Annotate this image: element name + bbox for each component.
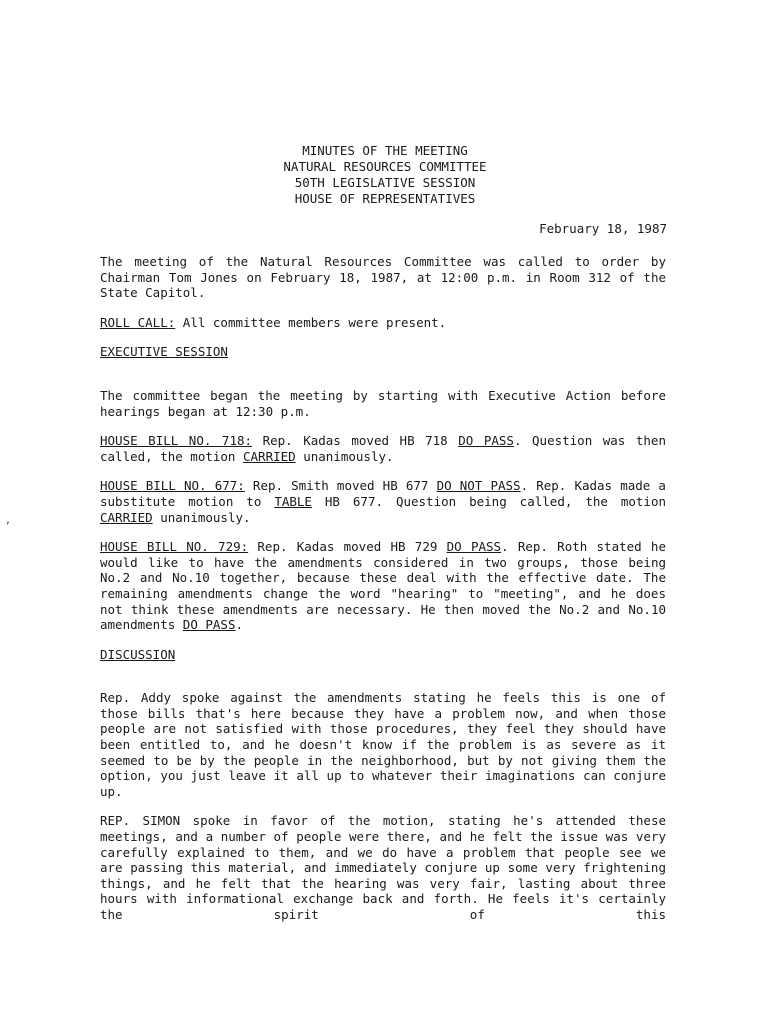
hb718-text-1: Rep. Kadas moved HB 718 bbox=[252, 433, 459, 449]
hb677-text-1: Rep. Smith moved HB 677 bbox=[244, 478, 437, 494]
hb677-carried: CARRIED bbox=[100, 509, 153, 525]
hb729-paragraph bbox=[100, 539, 666, 633]
hb677-text-4: unanimously. bbox=[152, 509, 251, 525]
hb729-label: HOUSE BILL NO. 729: bbox=[100, 539, 249, 555]
hb729-do-pass-amendments: DO PASS bbox=[182, 617, 236, 633]
hb677-paragraph bbox=[100, 478, 666, 525]
hb729-text-1: Rep. Kadas moved HB 729 bbox=[248, 539, 447, 555]
header-line-minutes: MINUTES OF THE MEETING bbox=[302, 143, 468, 158]
hb677-text-3: HB 677. Question being called, the motion bbox=[311, 493, 666, 509]
simon-paragraph: REP. SIMON spoke in favor of the motion, stating he's attended these meetings, and a number of people were there, and he felt the issue was very carefully explained to them, and we do have a problem that people see we are passing this material, and immediately conjure up some very frightening things, and he felt that the hearing was very fair, lasting about three hours with informational exchange back and forth. He feels it's certainly the spirit of this bbox=[100, 813, 666, 922]
hb718-label: HOUSE BILL NO. 718: bbox=[100, 433, 253, 449]
hb729-text-2: . Rep. Roth stated he would like to have the amendments considered in two groups, those being No.2 and No.10 together, because these deal with the effective date. The remaining amendments change the word "hearing" to "meeting", and he does not think these amendments are necessary. He then moved the No.2 and No.10 amendments bbox=[100, 539, 666, 633]
intro-paragraph: The meeting of the Natural Resources Committee was called to order by Chairman Tom Jones on February 18, 1987, at 12:00 p.m. in Room 312 of the State Capitol. bbox=[100, 254, 666, 301]
document-body bbox=[100, 254, 666, 937]
addy-paragraph: Rep. Addy spoke against the amendments stating he feels this is one of those bills that's here because they have a problem now, and when those people are not satisfied with those procedures, they feel they should have been entitled to, and he doesn't know if the problem is as severe as it seemed to be by the people in the neighborhood, but by not giving them the option, you just leave it all up to whatever their imaginations can conjure up. bbox=[100, 690, 666, 799]
hb677-text-2: . Rep. Kadas made a substitute motion to bbox=[100, 478, 666, 509]
header-line-session: 50TH LEGISLATIVE SESSION bbox=[294, 175, 476, 190]
hb718-text-3: unanimously. bbox=[295, 448, 394, 464]
discussion-heading: DISCUSSION bbox=[100, 646, 176, 662]
header-line-house: HOUSE OF REPRESENTATIVES bbox=[294, 191, 476, 206]
document-header bbox=[0, 143, 770, 207]
hb718-carried: CARRIED bbox=[243, 448, 296, 464]
hb677-do-not-pass: DO NOT PASS bbox=[436, 478, 521, 494]
stray-mark: , bbox=[5, 515, 12, 526]
header-line-committee: NATURAL RESOURCES COMMITTEE bbox=[283, 159, 487, 174]
hb729-do-pass: DO PASS bbox=[446, 539, 502, 555]
roll-call-label: ROLL CALL: bbox=[100, 314, 176, 330]
hb729-text-3: . bbox=[235, 617, 244, 633]
executive-session-heading: EXECUTIVE SESSION bbox=[100, 344, 228, 360]
hb718-paragraph bbox=[100, 433, 666, 464]
hb718-text-2: . Question was then called, the motion bbox=[100, 433, 666, 464]
hb677-label: HOUSE BILL NO. 677: bbox=[100, 478, 245, 494]
executive-session-paragraph: The committee began the meeting by starting with Executive Action before hearings began at 12:30 p.m. bbox=[100, 387, 666, 419]
hb677-table: TABLE bbox=[274, 493, 312, 509]
roll-call-text: All committee members were present. bbox=[175, 314, 447, 330]
meeting-date: February 18, 1987 bbox=[539, 221, 667, 236]
roll-call-paragraph bbox=[100, 315, 666, 331]
hb718-do-pass: DO PASS bbox=[458, 433, 514, 449]
